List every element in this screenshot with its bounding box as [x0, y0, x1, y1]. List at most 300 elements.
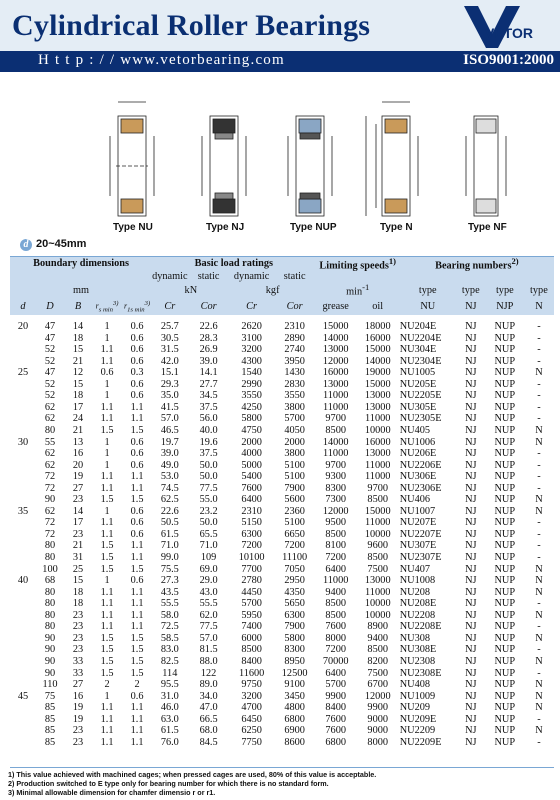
table-cell: 1.5 — [100, 540, 114, 552]
table-cell: NU405 — [399, 425, 431, 437]
table-cell: 16 — [72, 690, 84, 702]
table-cell: 85 — [44, 702, 56, 714]
table-cell — [10, 460, 36, 472]
table-row — [10, 471, 554, 483]
table-cell: 5700 — [241, 598, 262, 610]
unit-kgf: kgf — [230, 282, 316, 297]
table-cell: 15000 — [364, 378, 391, 390]
table-cell: 13000 — [364, 390, 391, 402]
table-cell: 19 — [72, 471, 84, 483]
table-cell: 3200 — [241, 344, 262, 356]
table-cell: 8500 — [325, 528, 346, 540]
table-cell: 90 — [44, 494, 56, 506]
table-cell: NJ — [465, 413, 477, 425]
table-cell: 1.5 — [100, 667, 114, 679]
website-url[interactable]: H t t p : / / www.vetorbearing.com — [38, 52, 285, 68]
table-cell: 6650 — [284, 528, 305, 540]
table-cell: 80 — [44, 540, 56, 552]
type-label-4: type — [524, 282, 554, 297]
table-cell: 2620 — [241, 321, 262, 333]
footnote-1: 1) This value achieved with machined cages; when pressed cages are used, 80% of this value is acceptable. — [8, 770, 377, 779]
table-row — [10, 356, 554, 368]
table-cell: NJ — [465, 690, 477, 702]
table-cell: 1 — [104, 436, 110, 448]
table-cell: 0.6 — [130, 575, 144, 587]
table-body — [10, 315, 554, 748]
table-cell: 0.6 — [130, 344, 144, 356]
table-cell: NU2207E — [399, 528, 442, 540]
table-cell: 1.1 — [100, 621, 114, 633]
table-cell: 9100 — [284, 679, 305, 691]
table-cell: 42.0 — [160, 355, 179, 367]
table-cell: 25 — [17, 367, 29, 379]
table-cell: 1.1 — [100, 609, 114, 621]
table-row — [10, 610, 554, 622]
table-cell: N — [535, 679, 543, 691]
table-row — [10, 344, 554, 356]
table-cell: 9300 — [325, 471, 346, 483]
table-cell: NJ — [465, 586, 477, 598]
table-cell: 88.0 — [199, 655, 218, 667]
table-cell: 71.0 — [160, 540, 179, 552]
table-cell: 7200 — [284, 540, 305, 552]
table-cell: 70000 — [322, 655, 349, 667]
table-cell: 33 — [72, 655, 84, 667]
diagram-nup — [288, 116, 332, 216]
table-cell — [10, 725, 36, 737]
table-cell — [10, 610, 36, 622]
table-cell: NU304E — [399, 344, 437, 356]
table-cell: 7900 — [284, 482, 305, 494]
table-cell: 8500 — [325, 425, 346, 437]
table-cell: 4700 — [241, 702, 262, 714]
table-cell: 1.1 — [130, 552, 144, 564]
table-cell: 9000 — [367, 713, 389, 725]
table-cell: 62 — [44, 413, 56, 425]
table-cell: 11000 — [323, 401, 349, 413]
table-cell: - — [537, 482, 541, 494]
table-cell: 52 — [44, 355, 56, 367]
table-cell: 27.3 — [160, 575, 179, 587]
table-cell: - — [537, 459, 541, 471]
table-cell: 72 — [44, 482, 56, 494]
table-cell: NJ — [465, 644, 477, 656]
table-cell: 12000 — [322, 355, 349, 367]
table-cell: 1.1 — [130, 736, 144, 748]
table-cell: 18 — [72, 390, 84, 402]
table-cell: 85 — [44, 713, 56, 725]
table-cell: 39.0 — [199, 355, 218, 367]
table-row — [10, 448, 554, 460]
table-cell: N — [535, 655, 543, 667]
table-cell: NU1008 — [399, 575, 436, 587]
table-cell: 25 — [72, 563, 84, 575]
table-cell: 1.1 — [130, 598, 144, 610]
table-cell: 40 — [17, 575, 29, 587]
table-cell — [10, 656, 36, 668]
limit-header: Limiting speeds$^{1)}$ — [316, 256, 400, 271]
table-cell: 68 — [44, 575, 56, 587]
table-cell: 6300 — [284, 609, 305, 621]
table-cell: 1.5 — [100, 494, 114, 506]
table-cell: NU2204E — [399, 332, 442, 344]
table-cell: 27.7 — [199, 378, 218, 390]
table-cell: NUP — [494, 425, 516, 437]
table-cell: NUP — [494, 598, 516, 610]
table-cell: 13000 — [322, 378, 349, 390]
table-cell: 50.0 — [199, 459, 218, 471]
table-cell: 1540 — [241, 367, 262, 379]
table-cell: 1 — [104, 459, 110, 471]
table-cell: 1.1 — [100, 413, 114, 425]
table-cell: 25.7 — [160, 321, 179, 333]
diagram-label-nj: Type NJ — [206, 222, 245, 233]
table-cell: 17 — [72, 517, 84, 529]
table-cell: - — [537, 540, 541, 552]
table-cell: 7050 — [284, 563, 305, 575]
table-cell: 10000 — [364, 425, 391, 437]
table-cell: 6900 — [284, 725, 305, 737]
table-cell: 8300 — [325, 482, 346, 494]
diagram-nf — [466, 116, 506, 216]
table-cell: 4300 — [241, 355, 262, 367]
table-cell: 47 — [44, 321, 56, 333]
table-cell: 21 — [72, 425, 84, 437]
table-cell: 8400 — [325, 702, 346, 714]
table-cell: 6300 — [241, 528, 262, 540]
table-cell: 1 — [104, 505, 110, 517]
table-cell: 3450 — [284, 690, 305, 702]
table-cell: NUP — [494, 736, 516, 748]
table-cell: N — [535, 702, 543, 714]
table-row — [10, 483, 554, 495]
table-cell: NU1007 — [399, 505, 436, 517]
table-cell: 0.6 — [130, 517, 144, 529]
table-cell: 17 — [72, 401, 84, 413]
table-cell: 14.1 — [199, 367, 218, 379]
table-cell: 20 — [72, 459, 84, 471]
col-nj: NJ — [456, 298, 486, 315]
table-cell: 7700 — [241, 563, 262, 575]
table-cell: 0.6 — [130, 378, 144, 390]
table-cell: 6450 — [241, 713, 262, 725]
table-row — [10, 402, 554, 414]
col-B: B — [64, 298, 92, 315]
table-cell: 72 — [44, 471, 56, 483]
table-cell: 30 — [17, 436, 29, 448]
table-cell: NU206E — [399, 448, 437, 460]
dynamic-kn: dynamic — [152, 271, 188, 283]
table-cell: - — [537, 621, 541, 633]
table-cell: NJ — [465, 378, 477, 390]
table-cell: 16000 — [364, 332, 391, 344]
table-cell: 1.1 — [100, 517, 114, 529]
table-row — [10, 494, 554, 506]
table-cell: 71.0 — [199, 540, 218, 552]
table-cell: NJ — [465, 563, 477, 575]
table-cell: NU1005 — [399, 367, 436, 379]
table-cell: NJ — [465, 609, 477, 621]
table-row — [10, 633, 554, 645]
table-cell: 1.5 — [130, 563, 144, 575]
table-row — [10, 437, 554, 449]
table-cell: 2890 — [284, 332, 305, 344]
table-cell: 1.5 — [100, 632, 114, 644]
table-cell: 58.0 — [160, 609, 179, 621]
table-cell: 8300 — [284, 644, 305, 656]
table-cell: NUP — [494, 494, 516, 506]
table-cell: NU306E — [399, 471, 437, 483]
table-cell: NUP — [494, 679, 516, 691]
table-cell: 15000 — [322, 321, 349, 333]
table-cell: 0.6 — [130, 505, 144, 517]
table-cell: 23.2 — [199, 505, 218, 517]
table-cell — [10, 344, 36, 356]
table-cell: 1.1 — [100, 713, 114, 725]
table-cell: 3800 — [284, 401, 305, 413]
table-cell: 8000 — [367, 736, 389, 748]
table-cell: 9500 — [325, 517, 346, 529]
table-cell: 13 — [72, 436, 84, 448]
table-cell: 2780 — [241, 575, 262, 587]
table-cell: 34.0 — [199, 690, 218, 702]
table-cell: NJ — [465, 448, 477, 460]
table-row — [10, 575, 554, 587]
table-cell: 18 — [72, 332, 84, 344]
table-cell — [10, 587, 36, 599]
table-cell: - — [537, 401, 541, 413]
table-cell: 30.5 — [160, 332, 179, 344]
table-cell: NJ — [465, 505, 477, 517]
table-cell: NU2306E — [399, 482, 442, 494]
table-cell: 8500 — [325, 609, 346, 621]
table-cell: 1.1 — [100, 702, 114, 714]
table-cell: NJ — [465, 494, 477, 506]
table-cell: 4800 — [284, 702, 305, 714]
table-cell: N — [535, 690, 543, 702]
table-cell: 1 — [104, 448, 110, 460]
table-cell: 8500 — [367, 552, 389, 564]
table-cell: 46.5 — [160, 425, 179, 437]
table-cell: 55.5 — [160, 598, 179, 610]
table-cell: NU305E — [399, 401, 437, 413]
table-cell: 8200 — [367, 655, 389, 667]
table-cell — [10, 471, 36, 483]
table-cell: 6000 — [241, 632, 262, 644]
table-cell: 1.1 — [130, 401, 144, 413]
table-cell: 1.5 — [100, 552, 114, 564]
table-cell: 49.0 — [160, 459, 179, 471]
table-cell: 1.1 — [100, 736, 114, 748]
diagram-nu — [110, 102, 154, 216]
table-cell: - — [537, 667, 541, 679]
table-cell: 1 — [104, 332, 110, 344]
col-nu: NU — [400, 298, 456, 315]
table-row — [10, 517, 554, 529]
table-cell: 65.5 — [199, 528, 218, 540]
table-cell: 80 — [44, 598, 56, 610]
table-cell: 7750 — [241, 736, 262, 748]
table-cell: 109 — [200, 552, 217, 564]
table-cell: 2 — [104, 679, 110, 691]
table-cell: 122 — [200, 667, 217, 679]
unit-mm: mm — [10, 282, 152, 297]
table-cell: 43.0 — [199, 586, 218, 598]
table-cell: 72.5 — [160, 621, 179, 633]
table-cell: 5600 — [284, 494, 305, 506]
table-cell: 11000 — [323, 448, 349, 460]
table-cell: 11000 — [323, 390, 349, 402]
table-cell — [10, 402, 36, 414]
table-cell: 20 — [17, 321, 29, 333]
table-cell: 1430 — [284, 367, 305, 379]
table-cell: 5000 — [241, 459, 262, 471]
table-cell: - — [537, 598, 541, 610]
table-cell: 23 — [72, 736, 84, 748]
col-cr: Cr — [152, 298, 188, 315]
table-cell: N — [535, 505, 543, 517]
table-cell: 62 — [44, 505, 56, 517]
table-cell: 0.6 — [130, 690, 144, 702]
table-cell: NUP — [494, 528, 516, 540]
table-cell: 22.6 — [199, 321, 218, 333]
table-cell: 9000 — [367, 725, 389, 737]
table-cell: NJ — [465, 702, 477, 714]
table-cell: 75.5 — [160, 563, 179, 575]
table-cell: 1.1 — [100, 598, 114, 610]
table-cell: NJ — [465, 459, 477, 471]
table-cell: 14 — [72, 505, 84, 517]
table-cell: NUP — [494, 552, 516, 564]
table-cell: 69.0 — [199, 563, 218, 575]
table-cell: N — [535, 575, 543, 587]
table-cell: NUP — [494, 459, 516, 471]
table-cell: 23 — [72, 621, 84, 633]
table-cell: 110 — [42, 679, 58, 691]
col-oil: oil — [356, 298, 400, 315]
table-cell: 18 — [72, 598, 84, 610]
table-cell: NUP — [494, 390, 516, 402]
diagram-label-n: Type N — [380, 222, 413, 233]
table-cell: NJ — [465, 598, 477, 610]
table-cell: - — [537, 378, 541, 390]
table-cell: 1.1 — [130, 609, 144, 621]
table-cell: 5150 — [241, 517, 262, 529]
table-cell: 47 — [44, 367, 56, 379]
table-cell: 62.0 — [199, 609, 218, 621]
table-cell: - — [537, 321, 541, 333]
table-cell: 7900 — [284, 621, 305, 633]
table-cell: 40.0 — [199, 425, 218, 437]
table-cell — [10, 494, 36, 506]
table-row — [10, 725, 554, 737]
vetor-logo — [462, 4, 556, 50]
table-cell: 15 — [72, 378, 84, 390]
table-cell: 1.5 — [100, 563, 114, 575]
table-cell: NUP — [494, 471, 516, 483]
table-cell: 9400 — [367, 632, 389, 644]
table-cell: NUP — [494, 401, 516, 413]
table-cell: NU207E — [399, 517, 437, 529]
table-cell: 81.5 — [199, 644, 218, 656]
table-cell: 75 — [44, 690, 56, 702]
table-row — [10, 367, 554, 379]
table-cell: 1.1 — [100, 471, 114, 483]
table-cell: 9400 — [325, 586, 346, 598]
table-row — [10, 714, 554, 726]
table-cell: 1.1 — [130, 713, 144, 725]
table-cell: NJ — [465, 401, 477, 413]
table-cell: 1.5 — [130, 655, 144, 667]
table-cell: 0.6 — [130, 332, 144, 344]
table-cell: NU209 — [399, 702, 431, 714]
table-cell: NJ — [465, 425, 477, 437]
table-cell: 2830 — [284, 378, 305, 390]
table-cell: 56.0 — [199, 413, 218, 425]
table-cell: NJ — [465, 436, 477, 448]
table-cell: - — [537, 390, 541, 402]
table-cell: 29.3 — [160, 378, 179, 390]
table-cell: NUP — [494, 563, 516, 575]
table-cell — [10, 540, 36, 552]
table-cell: 1.1 — [100, 344, 114, 356]
table-cell: 14000 — [364, 355, 391, 367]
table-cell: - — [537, 736, 541, 748]
table-cell: 85 — [44, 736, 56, 748]
table-cell: 9900 — [367, 702, 389, 714]
table-cell: 1.1 — [130, 621, 144, 633]
table-cell: 58.5 — [160, 632, 179, 644]
table-cell: 9600 — [367, 540, 389, 552]
table-cell: 8400 — [241, 655, 262, 667]
table-cell: 85 — [44, 725, 56, 737]
table-cell: 0.6 — [100, 367, 114, 379]
table-cell: 53.0 — [160, 471, 179, 483]
table-cell: 62.5 — [160, 494, 179, 506]
table-cell: 15.1 — [160, 367, 179, 379]
table-cell: 14000 — [322, 436, 349, 448]
table-cell: 2740 — [284, 344, 305, 356]
table-cell: - — [537, 344, 541, 356]
table-row — [10, 552, 554, 564]
table-cell: 1.5 — [100, 644, 114, 656]
table-cell: 66.5 — [199, 713, 218, 725]
col-cor-kgf: Cor — [274, 298, 316, 315]
table-cell: 19.7 — [160, 436, 179, 448]
logo-text: VETOR — [485, 25, 533, 41]
table-cell: 8500 — [367, 494, 389, 506]
table-cell: 6700 — [367, 679, 389, 691]
table-cell: NU2308E — [399, 667, 442, 679]
table-cell: NU2305E — [399, 413, 442, 425]
unit-kn: kN — [152, 282, 230, 297]
table-cell: 1.5 — [130, 425, 144, 437]
table-cell: 19.6 — [199, 436, 218, 448]
table-cell: 34.5 — [199, 390, 218, 402]
table-cell: 0.6 — [130, 355, 144, 367]
table-cell: N — [535, 586, 543, 598]
range-label: 20~45mm — [36, 238, 87, 250]
table-cell: - — [537, 332, 541, 344]
table-cell: 12000 — [364, 690, 391, 702]
table-cell: 0.6 — [130, 390, 144, 402]
table-cell: 28.3 — [199, 332, 218, 344]
table-cell: NJ — [465, 667, 477, 679]
table-cell: 2990 — [241, 378, 262, 390]
table-cell: 74.5 — [160, 482, 179, 494]
table-cell: 1.1 — [130, 482, 144, 494]
table-cell — [10, 633, 36, 645]
